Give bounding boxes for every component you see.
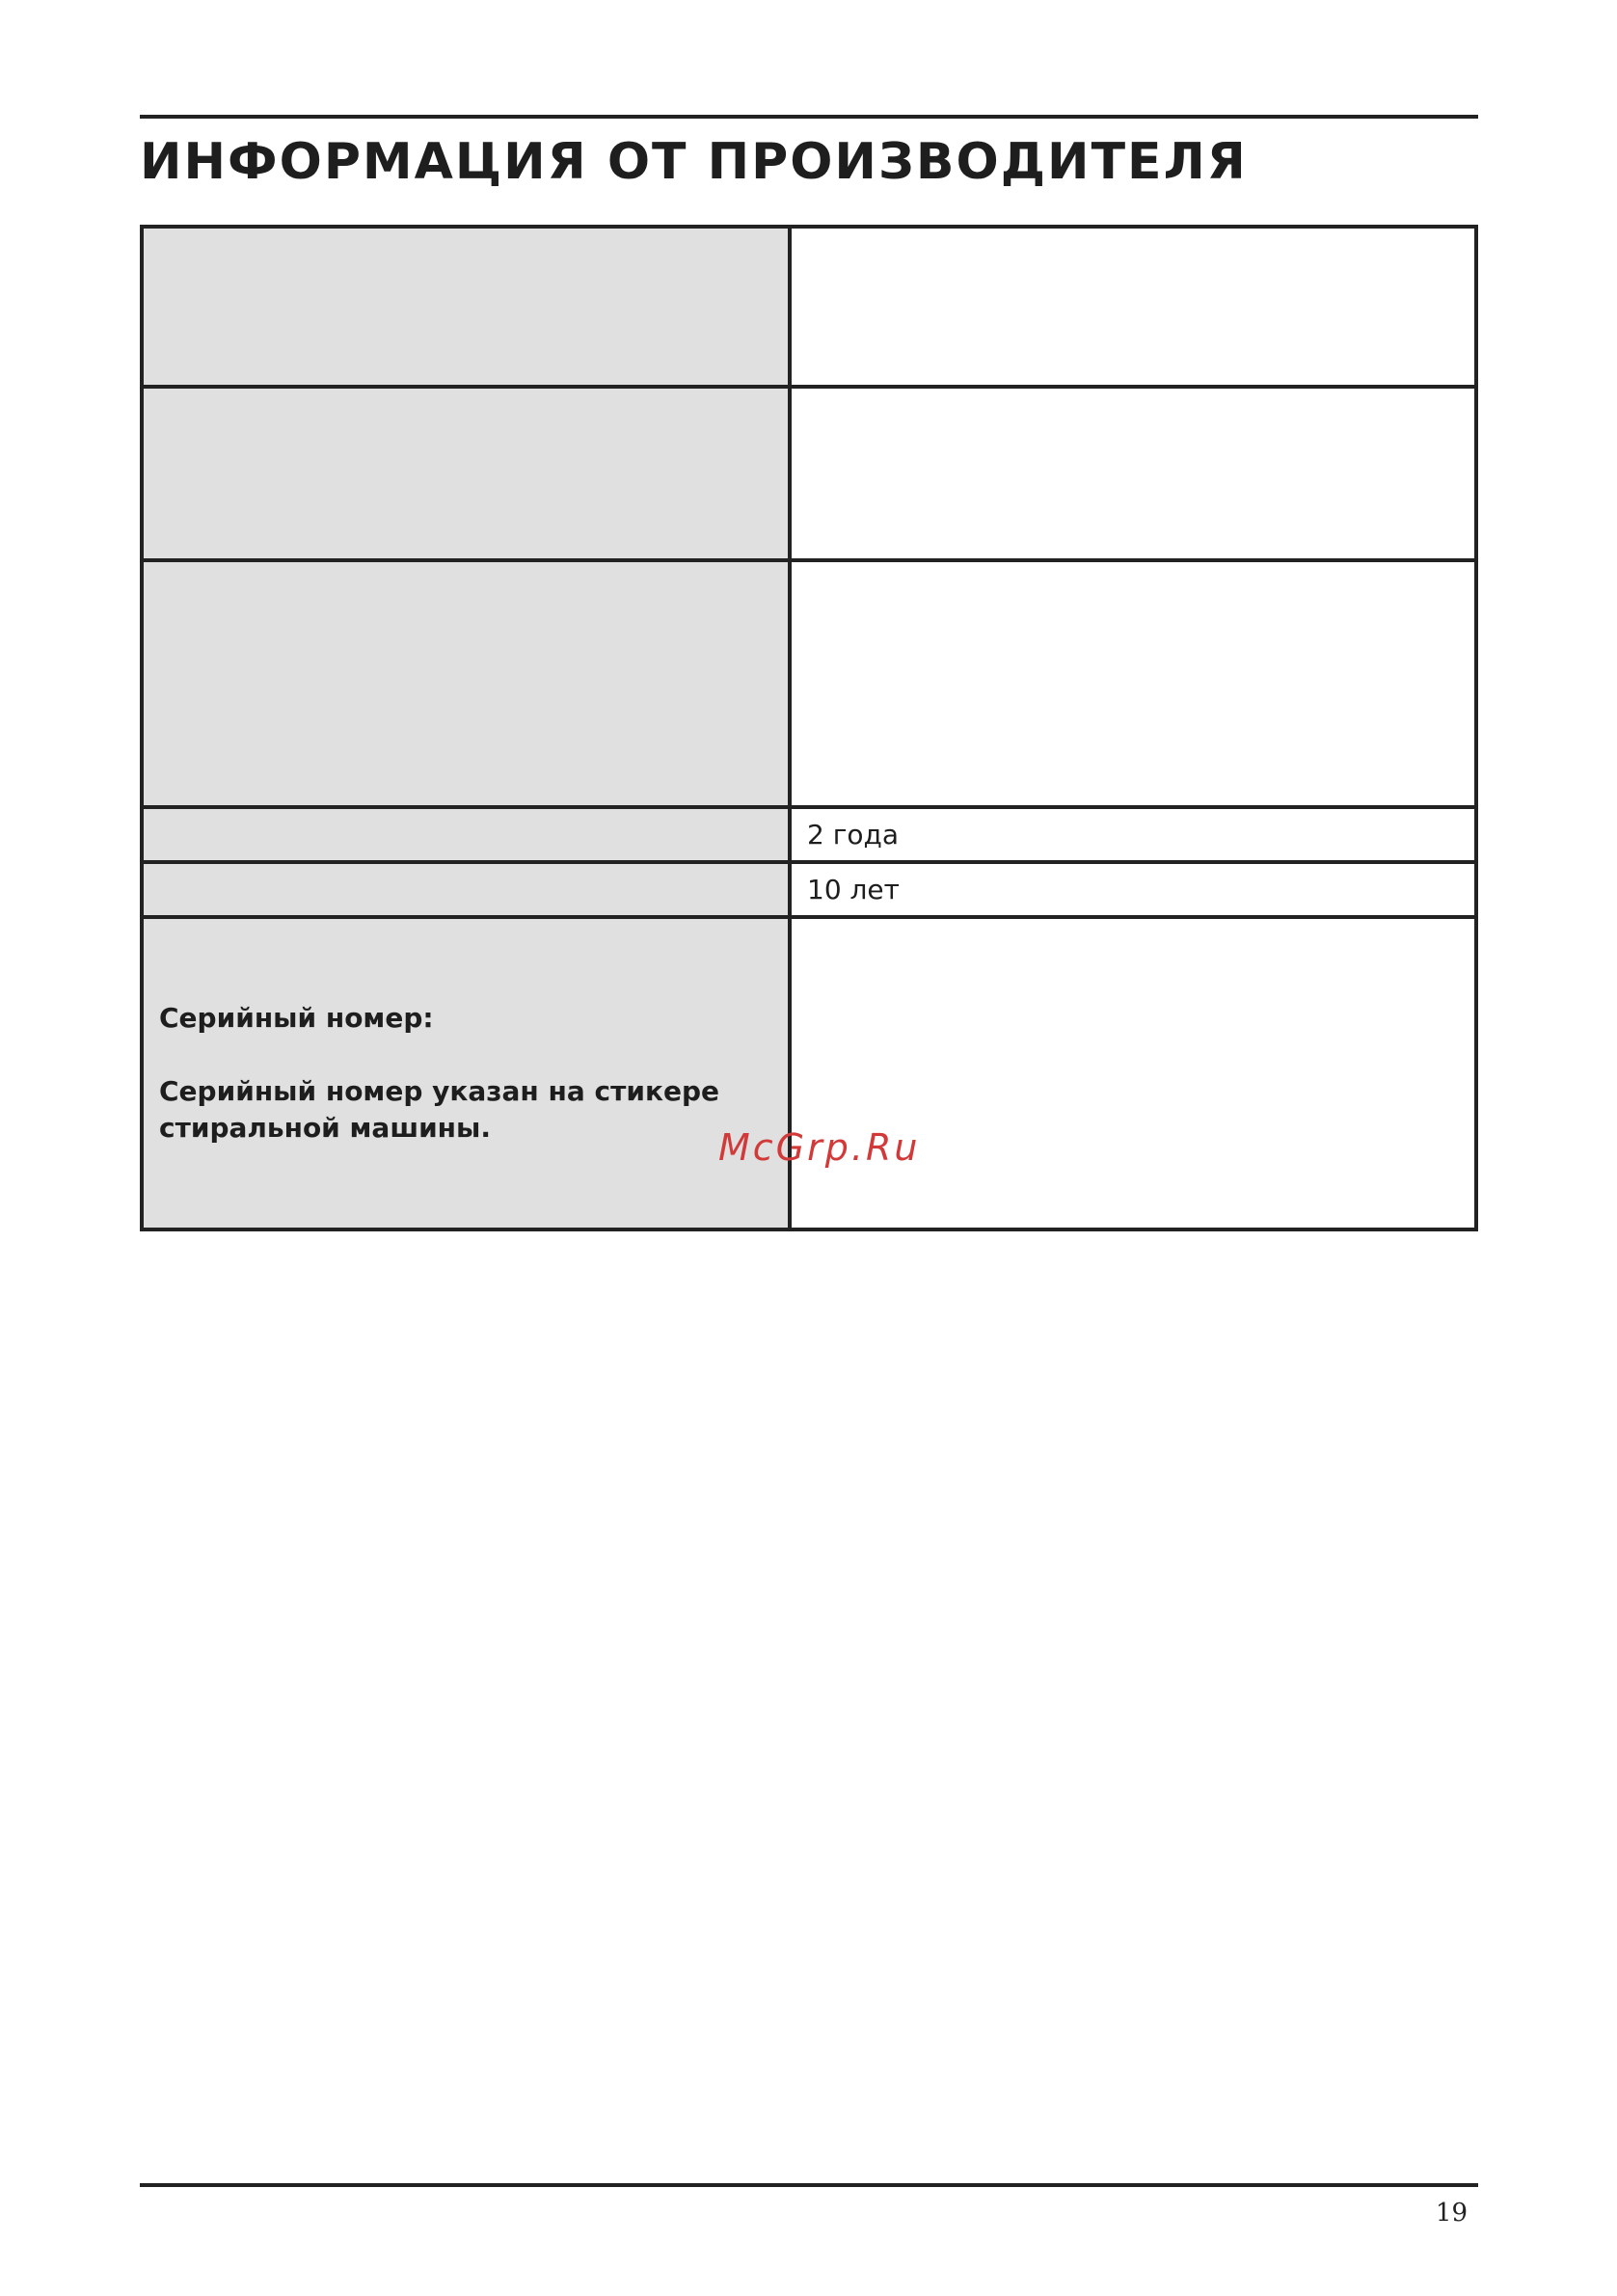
table-row [142,227,1476,387]
serial-number-value-cell [790,917,1476,1229]
manufacturer-info-table [140,225,1478,1231]
table-value-cell [790,227,1476,387]
top-rule [140,115,1478,119]
table-row [142,807,1476,862]
serial-number-label-cell [142,917,790,1229]
serial-number-heading: Серийный номер: [159,1002,434,1034]
bottom-rule [140,2183,1478,2187]
table-value-cell [790,560,1476,807]
table-row [142,862,1476,917]
service-life-value: 10 лет [790,862,1476,917]
label-spacer [159,1037,772,1073]
table-row [142,560,1476,807]
serial-number-note-line1: Серийный номер указан на стикере [159,1075,719,1107]
page-number: 19 [1435,2199,1468,2228]
table-row [142,917,1476,1229]
table-label-cell [142,862,790,917]
table-label-cell [142,227,790,387]
watermark: McGrp.Ru [718,1126,921,1169]
table-label-cell [142,387,790,560]
table-value-cell [790,387,1476,560]
table-label-cell [142,560,790,807]
table-label-cell [142,807,790,862]
page-title: ИНФОРМАЦИЯ ОТ ПРОИЗВОДИТЕЛЯ [140,133,1248,191]
table-row [142,387,1476,560]
warranty-period-value: 2 года [790,807,1476,862]
serial-number-note-line2: стиральной машины. [159,1112,491,1144]
